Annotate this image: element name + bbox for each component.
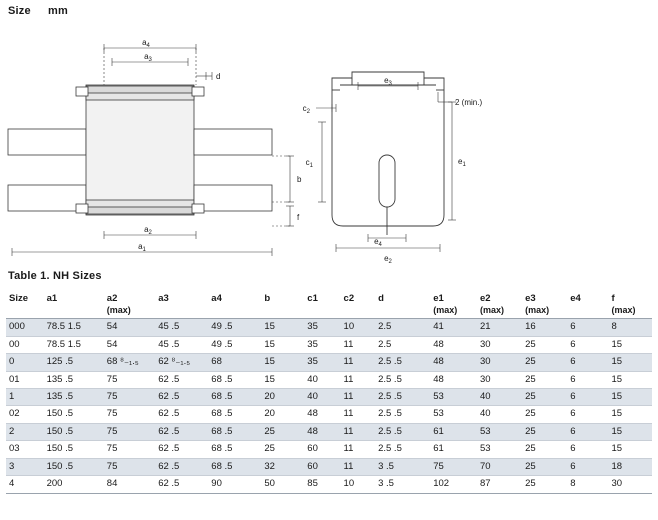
cell-e1: 75 <box>430 458 477 475</box>
cell-c1: 35 <box>304 319 340 336</box>
cell-d: 2.5 <box>375 319 430 336</box>
cell-b: 15 <box>261 319 304 336</box>
cell-a2: 75 <box>104 406 155 423</box>
cell-a3: 62 .5 <box>155 406 208 423</box>
cell-e3: 25 <box>522 336 567 353</box>
cell-f: 15 <box>608 371 652 388</box>
cell-a4: 90 <box>208 476 261 493</box>
cell-b: 25 <box>261 423 304 440</box>
cell-f: 15 <box>608 406 652 423</box>
cell-e1: 48 <box>430 354 477 371</box>
cell-d: 2.5 <box>375 336 430 353</box>
cell-a3: 62 .5 <box>155 371 208 388</box>
cell-size: 03 <box>6 441 44 458</box>
fuse-dimension-drawing <box>0 30 658 265</box>
cell-f: 8 <box>608 319 652 336</box>
cell-b: 32 <box>261 458 304 475</box>
cell-c1: 40 <box>304 371 340 388</box>
col-b: b <box>261 292 304 319</box>
cell-c2: 11 <box>341 354 376 371</box>
table-row <box>6 476 652 493</box>
cell-c2: 11 <box>341 458 376 475</box>
cell-d: 3 .5 <box>375 458 430 475</box>
size-unit-label: mm <box>48 5 68 17</box>
cell-a4: 49 .5 <box>208 319 261 336</box>
cell-a4: 68 <box>208 354 261 371</box>
cell-e1: 48 <box>430 371 477 388</box>
cell-e1: 53 <box>430 389 477 406</box>
col-a1: a1 <box>44 292 104 319</box>
table-row <box>6 406 652 423</box>
table-row <box>6 336 652 353</box>
cell-e4: 6 <box>567 354 608 371</box>
label-e4: $e_4$ <box>374 237 382 248</box>
label-a2: $a_2$ <box>144 225 152 236</box>
cell-e4: 6 <box>567 336 608 353</box>
nh-sizes-table-wrapper <box>6 292 654 494</box>
cell-d: 3 .5 <box>375 476 430 493</box>
cell-size: 3 <box>6 458 44 475</box>
table-header-row <box>6 292 652 319</box>
cell-b: 50 <box>261 476 304 493</box>
cell-b: 15 <box>261 354 304 371</box>
cell-f: 15 <box>608 441 652 458</box>
cell-b: 20 <box>261 389 304 406</box>
cell-e2: 53 <box>477 423 522 440</box>
cell-a2: 75 <box>104 441 155 458</box>
cell-size: 000 <box>6 319 44 336</box>
label-e2: $e_2$ <box>384 254 392 265</box>
table-row <box>6 458 652 475</box>
col-a2: a2 (max) <box>104 292 155 319</box>
col-e1: e1 (max) <box>430 292 477 319</box>
cell-e1: 61 <box>430 441 477 458</box>
cell-e3: 25 <box>522 476 567 493</box>
cell-a1: 135 .5 <box>44 371 104 388</box>
label-c1: $c_1$ <box>305 158 313 169</box>
cell-e1: 61 <box>430 423 477 440</box>
label-a4: $a_4$ <box>142 38 150 49</box>
cell-a2: 68 ⁸₋₁.₅ <box>104 354 155 371</box>
col-a4: a4 <box>208 292 261 319</box>
col-f: f (max) <box>608 292 652 319</box>
cell-e3: 25 <box>522 423 567 440</box>
cell-c1: 60 <box>304 458 340 475</box>
cell-a1: 78.5 1.5 <box>44 336 104 353</box>
size-heading: Size <box>8 5 31 17</box>
cell-d: 2.5 .5 <box>375 406 430 423</box>
cell-a2: 54 <box>104 319 155 336</box>
cell-a4: 68 .5 <box>208 406 261 423</box>
table-row <box>6 389 652 406</box>
label-e3: $e_3$ <box>384 76 392 87</box>
cell-c1: 85 <box>304 476 340 493</box>
cell-a4: 68 .5 <box>208 371 261 388</box>
table-row <box>6 354 652 371</box>
cell-a1: 78.5 1.5 <box>44 319 104 336</box>
cell-a3: 62 ⁸₋₁.₅ <box>155 354 208 371</box>
cell-e4: 6 <box>567 423 608 440</box>
label-a3: $a_3$ <box>144 52 152 63</box>
cell-c2: 11 <box>341 406 376 423</box>
cell-c2: 10 <box>341 476 376 493</box>
cell-f: 15 <box>608 354 652 371</box>
cell-b: 15 <box>261 336 304 353</box>
cell-a3: 62 .5 <box>155 423 208 440</box>
cell-e4: 6 <box>567 458 608 475</box>
cell-size: 1 <box>6 389 44 406</box>
cell-c1: 48 <box>304 423 340 440</box>
cell-e4: 6 <box>567 406 608 423</box>
cell-d: 2.5 .5 <box>375 441 430 458</box>
cell-c1: 35 <box>304 354 340 371</box>
cell-e2: 87 <box>477 476 522 493</box>
cell-e3: 25 <box>522 406 567 423</box>
cell-a1: 150 .5 <box>44 406 104 423</box>
cell-a2: 75 <box>104 371 155 388</box>
cell-a3: 62 .5 <box>155 389 208 406</box>
label-a1: $a_1$ <box>138 242 146 253</box>
cell-a2: 84 <box>104 476 155 493</box>
cell-d: 2.5 .5 <box>375 389 430 406</box>
table-head <box>6 292 652 319</box>
cell-c1: 60 <box>304 441 340 458</box>
label-e1: $e_1$ <box>458 157 466 168</box>
cell-e4: 6 <box>567 371 608 388</box>
cell-a3: 62 .5 <box>155 458 208 475</box>
cell-a2: 75 <box>104 389 155 406</box>
col-size: Size <box>6 292 44 319</box>
cell-a2: 54 <box>104 336 155 353</box>
cell-c1: 35 <box>304 336 340 353</box>
cell-e4: 8 <box>567 476 608 493</box>
col-e3: e3 (max) <box>522 292 567 319</box>
cell-c2: 11 <box>341 389 376 406</box>
cell-e3: 25 <box>522 389 567 406</box>
cell-e1: 53 <box>430 406 477 423</box>
cell-e3: 25 <box>522 458 567 475</box>
nh-sizes-table <box>6 292 652 494</box>
col-c2: c2 <box>341 292 376 319</box>
cell-a2: 75 <box>104 423 155 440</box>
cell-f: 15 <box>608 389 652 406</box>
cell-c2: 10 <box>341 319 376 336</box>
cell-size: 4 <box>6 476 44 493</box>
cell-d: 2.5 .5 <box>375 371 430 388</box>
label-b: b <box>297 175 302 184</box>
cell-e3: 25 <box>522 371 567 388</box>
label-c2: $c_2$ <box>302 104 310 115</box>
label-f: f <box>297 213 300 222</box>
cell-size: 01 <box>6 371 44 388</box>
cell-a1: 150 .5 <box>44 441 104 458</box>
cell-e1: 48 <box>430 336 477 353</box>
cell-e2: 53 <box>477 441 522 458</box>
cell-e4: 6 <box>567 389 608 406</box>
col-e2: e2 (max) <box>477 292 522 319</box>
cell-b: 15 <box>261 371 304 388</box>
cell-f: 15 <box>608 423 652 440</box>
cell-e4: 6 <box>567 441 608 458</box>
cell-c2: 11 <box>341 336 376 353</box>
cell-a4: 68 .5 <box>208 389 261 406</box>
cell-a1: 125 .5 <box>44 354 104 371</box>
table-row <box>6 371 652 388</box>
cell-d: 2.5 .5 <box>375 423 430 440</box>
cell-f: 30 <box>608 476 652 493</box>
cell-e2: 40 <box>477 389 522 406</box>
cell-size: 02 <box>6 406 44 423</box>
cell-a4: 68 .5 <box>208 458 261 475</box>
cell-e2: 30 <box>477 354 522 371</box>
cell-a1: 150 .5 <box>44 423 104 440</box>
cell-a3: 45 .5 <box>155 336 208 353</box>
col-e4: e4 <box>567 292 608 319</box>
cell-a4: 49 .5 <box>208 336 261 353</box>
cell-e3: 25 <box>522 441 567 458</box>
col-d: d <box>375 292 430 319</box>
cell-e2: 21 <box>477 319 522 336</box>
cell-d: 2.5 .5 <box>375 354 430 371</box>
table-body <box>6 319 652 493</box>
col-a3: a3 <box>155 292 208 319</box>
cell-e2: 30 <box>477 371 522 388</box>
cell-a3: 62 .5 <box>155 476 208 493</box>
table-row <box>6 423 652 440</box>
cell-a4: 68 .5 <box>208 441 261 458</box>
col-c1: c1 <box>304 292 340 319</box>
cell-size: 0 <box>6 354 44 371</box>
cell-a1: 150 .5 <box>44 458 104 475</box>
cell-b: 25 <box>261 441 304 458</box>
cell-e3: 25 <box>522 354 567 371</box>
cell-a4: 68 .5 <box>208 423 261 440</box>
table-row <box>6 319 652 336</box>
cell-e1: 102 <box>430 476 477 493</box>
table-title: Table 1. NH Sizes <box>8 270 102 282</box>
cell-a1: 135 .5 <box>44 389 104 406</box>
cell-c1: 48 <box>304 406 340 423</box>
cell-a3: 45 .5 <box>155 319 208 336</box>
cell-c1: 40 <box>304 389 340 406</box>
cell-e2: 30 <box>477 336 522 353</box>
table-row <box>6 441 652 458</box>
cell-e2: 40 <box>477 406 522 423</box>
cell-e4: 6 <box>567 319 608 336</box>
cell-e3: 16 <box>522 319 567 336</box>
label-d: d <box>216 72 221 81</box>
cell-f: 15 <box>608 336 652 353</box>
cell-a3: 62 .5 <box>155 441 208 458</box>
cell-a2: 75 <box>104 458 155 475</box>
cell-size: 00 <box>6 336 44 353</box>
cell-e2: 70 <box>477 458 522 475</box>
cell-a1: 200 <box>44 476 104 493</box>
cell-size: 2 <box>6 423 44 440</box>
cell-e1: 41 <box>430 319 477 336</box>
cell-b: 20 <box>261 406 304 423</box>
cell-f: 18 <box>608 458 652 475</box>
label-min-note: 2 (min.) <box>455 98 483 107</box>
cell-c2: 11 <box>341 441 376 458</box>
cell-c2: 11 <box>341 423 376 440</box>
cell-c2: 11 <box>341 371 376 388</box>
